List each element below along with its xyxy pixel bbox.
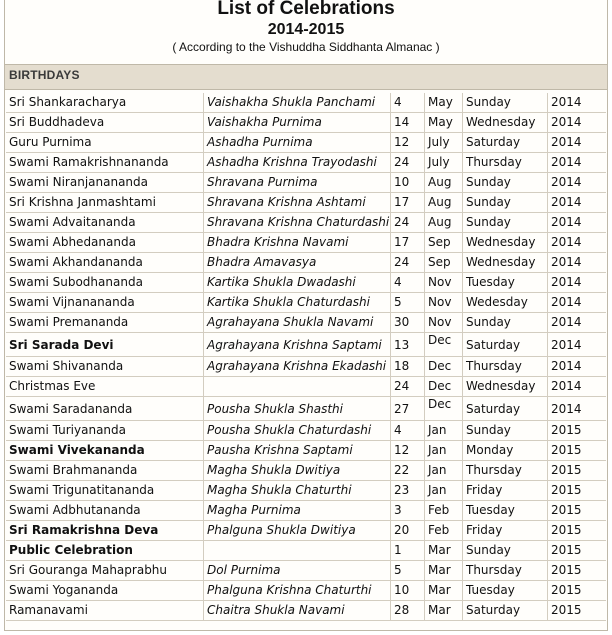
weekday-cell: Sunday — [462, 193, 547, 212]
weekday-cell: Thursday — [462, 561, 547, 580]
table-row — [6, 293, 606, 313]
person-name-cell: Swami Adbhutananda — [9, 503, 141, 517]
year-cell: 2014 — [547, 153, 606, 172]
tithi-cell: Pousha Shukla Chaturdashi — [203, 421, 390, 440]
person-name-cell: Sri Shankaracharya — [9, 95, 127, 109]
table-row — [6, 501, 606, 521]
day-cell: 30 — [390, 313, 424, 332]
table-row — [6, 581, 606, 601]
year-cell: 2015 — [547, 461, 606, 480]
month-cell: Jan — [424, 481, 462, 500]
weekday-cell: Tuesday — [462, 581, 547, 600]
tithi-cell: Dol Purnima — [203, 561, 390, 580]
month-cell: Nov — [424, 273, 462, 292]
table-row — [6, 377, 606, 397]
day-cell: 24 — [390, 253, 424, 272]
person-name-cell: Swami Akhandananda — [9, 255, 143, 269]
year-cell: 2015 — [547, 581, 606, 600]
weekday-cell: Tuesday — [462, 273, 547, 292]
month-cell: Dec — [424, 357, 462, 376]
table-row — [6, 601, 606, 621]
person-name-cell: Swami Shivananda — [9, 359, 124, 373]
month-cell: Feb — [424, 521, 462, 540]
day-cell: 28 — [390, 601, 424, 620]
month-cell: July — [424, 153, 462, 172]
tithi-cell: Chaitra Shukla Navami — [203, 601, 390, 620]
month-cell: Dec — [424, 333, 462, 356]
month-cell: Mar — [424, 581, 462, 600]
year-cell: 2014 — [547, 173, 606, 192]
tithi-cell: Pausha Krishna Saptami — [203, 441, 390, 460]
year-cell: 2015 — [547, 481, 606, 500]
year-cell: 2014 — [547, 397, 606, 420]
year-cell: 2014 — [547, 213, 606, 232]
person-name-cell: Swami Vivekananda — [9, 443, 145, 457]
person-name-cell: Swami Subodhananda — [9, 275, 143, 289]
month-cell: Dec — [424, 377, 462, 396]
year-cell: 2014 — [547, 253, 606, 272]
year-cell: 2015 — [547, 601, 606, 620]
tithi-cell: Shravana Krishna Ashtami — [203, 193, 390, 212]
day-cell: 20 — [390, 521, 424, 540]
celebrations-sheet — [4, 0, 608, 631]
weekday-cell: Wednesday — [462, 233, 547, 252]
day-cell: 3 — [390, 501, 424, 520]
tithi-cell: Vaishakha Shukla Panchami — [203, 93, 390, 112]
month-cell: Aug — [424, 213, 462, 232]
table-row — [6, 193, 606, 213]
month-cell: Jan — [424, 441, 462, 460]
year-cell: 2014 — [547, 193, 606, 212]
person-name-cell: Swami Premananda — [9, 315, 129, 329]
weekday-cell: Sunday — [462, 213, 547, 232]
table-row — [6, 541, 606, 561]
table-row — [6, 113, 606, 133]
tithi-cell: Ashadha Purnima — [203, 133, 390, 152]
person-name-cell: Ramanavami — [9, 603, 88, 617]
weekday-cell: Saturday — [462, 397, 547, 420]
tithi-cell: Agrahayana Krishna Saptami — [203, 333, 390, 356]
month-cell: Nov — [424, 293, 462, 312]
person-name-cell: Swami Ramakrishnananda — [9, 155, 169, 169]
tithi-cell: Agrahayana Krishna Ekadashi — [203, 357, 390, 376]
year-range: 2014-2015 — [267, 21, 345, 38]
person-name-cell: Swami Yogananda — [9, 583, 119, 597]
year-cell: 2014 — [547, 233, 606, 252]
weekday-cell: Thursday — [462, 153, 547, 172]
tithi-cell: Agrahayana Shukla Navami — [203, 313, 390, 332]
table-row — [6, 133, 606, 153]
table-row — [6, 357, 606, 377]
day-cell: 10 — [390, 581, 424, 600]
weekday-cell: Thursday — [462, 357, 547, 376]
day-cell: 17 — [390, 233, 424, 252]
weekday-cell: Sunday — [462, 93, 547, 112]
month-cell: Aug — [424, 173, 462, 192]
year-cell: 2014 — [547, 113, 606, 132]
month-cell: Mar — [424, 541, 462, 560]
year-cell: 2014 — [547, 333, 606, 356]
almanac-note: ( According to the Vishuddha Siddhanta Almanac ) — [172, 40, 440, 54]
day-cell: 12 — [390, 441, 424, 460]
day-cell: 27 — [390, 397, 424, 420]
section-label: BIRTHDAYS — [9, 68, 80, 82]
tithi-cell: Kartika Shukla Dwadashi — [203, 273, 390, 292]
weekday-cell: Sunday — [462, 421, 547, 440]
tithi-cell: Vaishakha Purnima — [203, 113, 390, 132]
table-row — [6, 213, 606, 233]
weekday-cell: Sunday — [462, 173, 547, 192]
weekday-cell: Friday — [462, 521, 547, 540]
person-name-cell: Sri Buddhadeva — [9, 115, 105, 129]
month-cell: Feb — [424, 501, 462, 520]
weekday-cell: Wednesday — [462, 377, 547, 396]
day-cell: 18 — [390, 357, 424, 376]
month-cell: Nov — [424, 313, 462, 332]
person-name-cell: Swami Saradananda — [9, 402, 133, 416]
month-cell: Dec — [424, 397, 462, 420]
weekday-cell: Wednesday — [462, 253, 547, 272]
table-row — [6, 253, 606, 273]
person-name-cell: Sri Gouranga Mahaprabhu — [9, 563, 168, 577]
day-cell: 4 — [390, 93, 424, 112]
year-cell: 2015 — [547, 441, 606, 460]
year-cell: 2015 — [547, 521, 606, 540]
year-cell: 2014 — [547, 313, 606, 332]
year-cell: 2014 — [547, 357, 606, 376]
tithi-cell: Pousha Shukla Shasthi — [203, 397, 390, 420]
tithi-cell — [203, 541, 390, 560]
day-cell: 12 — [390, 133, 424, 152]
section-header — [5, 64, 607, 90]
month-cell: May — [424, 93, 462, 112]
month-cell: May — [424, 113, 462, 132]
year-cell: 2015 — [547, 561, 606, 580]
table-row — [6, 461, 606, 481]
person-name-cell: Swami Brahmananda — [9, 463, 138, 477]
celebrations-table — [6, 93, 606, 621]
month-cell: July — [424, 133, 462, 152]
table-row — [6, 93, 606, 113]
table-row — [6, 313, 606, 333]
month-cell: Jan — [424, 461, 462, 480]
tithi-cell — [203, 377, 390, 396]
tithi-cell: Magha Shukla Chaturthi — [203, 481, 390, 500]
day-cell: 1 — [390, 541, 424, 560]
tithi-cell: Shravana Krishna Chaturdashi — [203, 213, 390, 232]
day-cell: 22 — [390, 461, 424, 480]
table-row — [6, 481, 606, 501]
weekday-cell: Sunday — [462, 541, 547, 560]
day-cell: 4 — [390, 421, 424, 440]
month-cell: Mar — [424, 561, 462, 580]
month-cell: Jan — [424, 421, 462, 440]
month-cell: Mar — [424, 601, 462, 620]
table-row — [6, 273, 606, 293]
weekday-cell: Saturday — [462, 601, 547, 620]
table-row — [6, 397, 606, 421]
weekday-cell: Monday — [462, 441, 547, 460]
weekday-cell: Sunday — [462, 313, 547, 332]
year-cell: 2014 — [547, 293, 606, 312]
tithi-cell: Ashadha Krishna Trayodashi — [203, 153, 390, 172]
person-name-cell: Swami Turiyananda — [9, 423, 126, 437]
tithi-cell: Kartika Shukla Chaturdashi — [203, 293, 390, 312]
year-cell: 2014 — [547, 133, 606, 152]
person-name-cell: Sri Krishna Janmashtami — [9, 195, 156, 209]
table-row — [6, 561, 606, 581]
day-cell: 5 — [390, 561, 424, 580]
month-cell: Aug — [424, 193, 462, 212]
day-cell: 4 — [390, 273, 424, 292]
tithi-cell: Magha Shukla Dwitiya — [203, 461, 390, 480]
page-header — [5, 0, 607, 62]
weekday-cell: Wedesday — [462, 293, 547, 312]
table-row — [6, 153, 606, 173]
table-row — [6, 421, 606, 441]
page-title: List of Celebrations — [217, 0, 395, 19]
table-row — [6, 441, 606, 461]
weekday-cell: Tuesday — [462, 501, 547, 520]
tithi-cell: Bhadra Amavasya — [203, 253, 390, 272]
person-name-cell: Guru Purnima — [9, 135, 92, 149]
weekday-cell: Thursday — [462, 461, 547, 480]
person-name-cell: Swami Trigunatitananda — [9, 483, 155, 497]
table-row — [6, 173, 606, 193]
day-cell: 5 — [390, 293, 424, 312]
table-row — [6, 521, 606, 541]
day-cell: 24 — [390, 153, 424, 172]
tithi-cell: Magha Purnima — [203, 501, 390, 520]
person-name-cell: Swami Niranjanananda — [9, 175, 149, 189]
year-cell: 2014 — [547, 93, 606, 112]
month-cell: Sep — [424, 253, 462, 272]
day-cell: 14 — [390, 113, 424, 132]
year-cell: 2014 — [547, 377, 606, 396]
person-name-cell: Sri Sarada Devi — [9, 338, 114, 352]
person-name-cell: Swami Vijnanananda — [9, 295, 135, 309]
person-name-cell: Public Celebration — [9, 543, 133, 557]
weekday-cell: Saturday — [462, 333, 547, 356]
table-row — [6, 233, 606, 253]
weekday-cell: Saturday — [462, 133, 547, 152]
person-name-cell: Swami Abhedananda — [9, 235, 136, 249]
weekday-cell: Friday — [462, 481, 547, 500]
day-cell: 24 — [390, 377, 424, 396]
year-cell: 2015 — [547, 501, 606, 520]
day-cell: 13 — [390, 333, 424, 356]
month-cell: Sep — [424, 233, 462, 252]
year-cell: 2015 — [547, 421, 606, 440]
tithi-cell: Bhadra Krishna Navami — [203, 233, 390, 252]
tithi-cell: Phalguna Krishna Chaturthi — [203, 581, 390, 600]
day-cell: 24 — [390, 213, 424, 232]
weekday-cell: Wednesday — [462, 113, 547, 132]
year-cell: 2015 — [547, 541, 606, 560]
person-name-cell: Sri Ramakrishna Deva — [9, 523, 159, 537]
day-cell: 23 — [390, 481, 424, 500]
person-name-cell: Christmas Eve — [9, 379, 96, 393]
tithi-cell: Phalguna Shukla Dwitiya — [203, 521, 390, 540]
person-name-cell: Swami Advaitananda — [9, 215, 136, 229]
year-cell: 2014 — [547, 273, 606, 292]
table-row — [6, 333, 606, 357]
day-cell: 17 — [390, 193, 424, 212]
day-cell: 10 — [390, 173, 424, 192]
tithi-cell: Shravana Purnima — [203, 173, 390, 192]
